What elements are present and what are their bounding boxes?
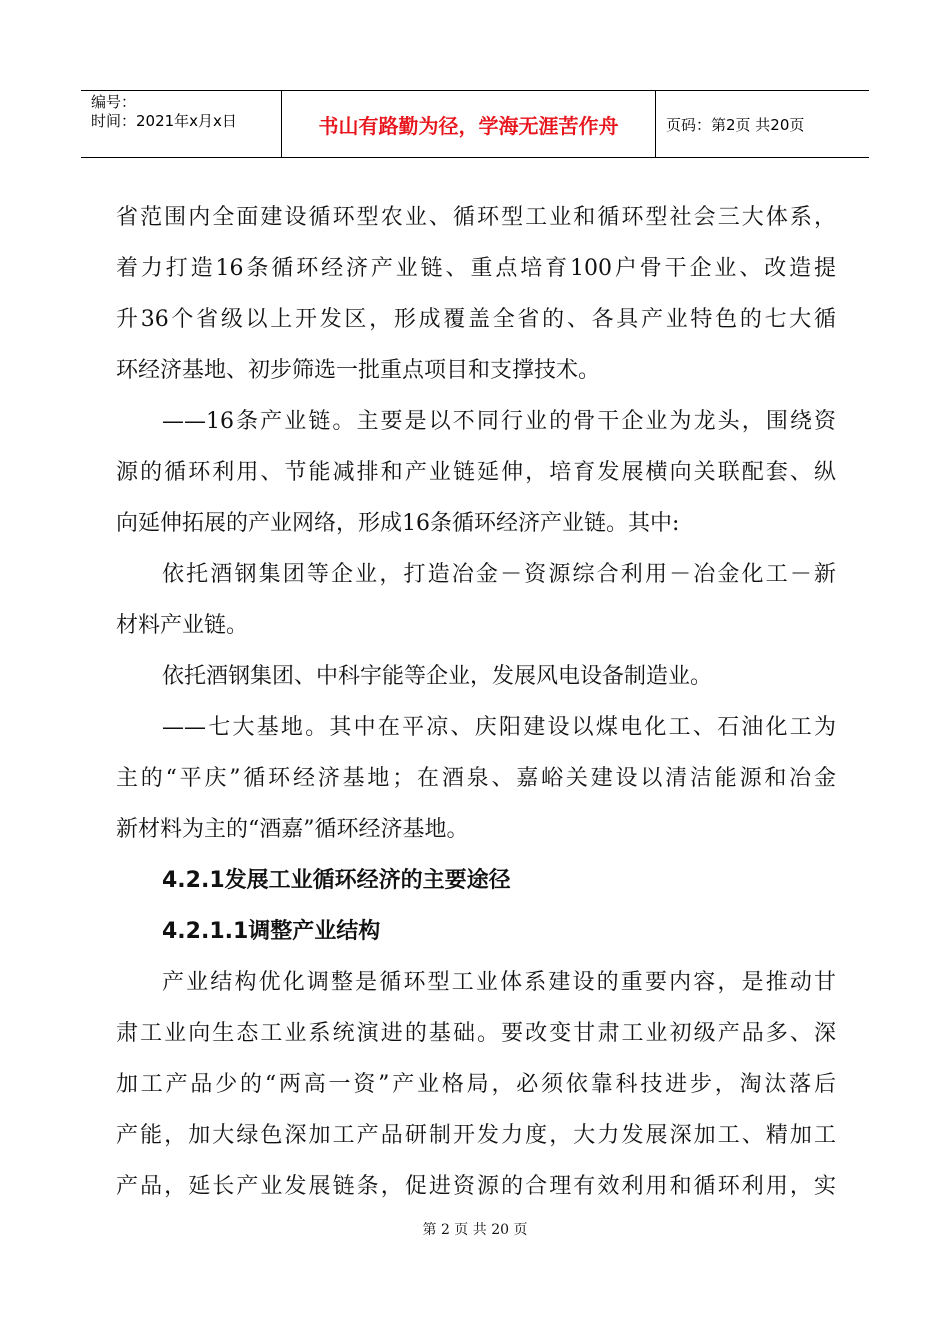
paragraph-line: 省范围内全面建设循环型农业、循环型工业和循环型社会三大体系， (116, 205, 836, 230)
header-meta (81, 91, 282, 157)
header-motto: 书山有路勤为径，学海无涯苦作舟 (282, 91, 656, 157)
number-label: 编号： (91, 93, 137, 111)
paragraph-line: 升36个省级以上开发区，形成覆盖全省的、各具产业特色的七大循 (116, 307, 836, 332)
paragraph-line: 新材料为主的“酒嘉”循环经济基地。 (116, 817, 469, 842)
document-body (116, 192, 836, 1212)
paragraph-line: 产业结构优化调整是循环型工业体系建设的重要内容，是推动甘 (162, 970, 836, 995)
paragraph-line: 源的循环利用、节能减排和产业链延伸，培育发展横向关联配套、纵 (116, 460, 836, 485)
paragraph-line: 向延伸拓展的产业网络，形成16条循环经济产业链。其中: (116, 511, 680, 536)
page-footer: 第 2 页 共 20 页 (422, 1222, 528, 1238)
header-page-info: 页码：第2页 共20页 (666, 115, 805, 134)
document-header (81, 90, 869, 158)
paragraph-line: 环经济基地、初步筛选一批重点项目和支撑技术。 (116, 358, 601, 383)
paragraph-line: ——16条产业链。主要是以不同行业的骨干企业为龙头，围绕资 (162, 409, 836, 434)
paragraph-line: 依托酒钢集团等企业，打造冶金－资源综合利用－冶金化工－新 (162, 562, 836, 587)
paragraph-line: 依托酒钢集团、中科宇能等企业，发展风电设备制造业。 (162, 664, 713, 689)
paragraph-line: ——七大基地。其中在平凉、庆阳建设以煤电化工、石油化工为 (162, 715, 836, 740)
time-label: 时间：2021年x月x日 (91, 112, 237, 130)
subsection-heading: 4.2.1.1调整产业结构 (162, 919, 381, 944)
paragraph-line: 加工产品少的“两高一资”产业格局，必须依靠科技进步，淘汰落后 (116, 1072, 836, 1097)
paragraph-line: 材料产业链。 (116, 613, 249, 638)
section-heading: 4.2.1发展工业循环经济的主要途径 (162, 868, 511, 893)
paragraph-line: 着力打造16条循环经济产业链、重点培育100户骨干企业、改造提 (116, 256, 836, 281)
paragraph-line: 肃工业向生态工业系统演进的基础。要改变甘肃工业初级产品多、深 (116, 1021, 836, 1046)
paragraph-line: 主的“平庆”循环经济基地；在酒泉、嘉峪关建设以清洁能源和冶金 (116, 766, 836, 791)
paragraph-line: 产能，加大绿色深加工产品研制开发力度，大力发展深加工、精加工 (116, 1123, 836, 1148)
paragraph-line: 产品，延长产业发展链条，促进资源的合理有效利用和循环利用，实 (116, 1174, 836, 1199)
